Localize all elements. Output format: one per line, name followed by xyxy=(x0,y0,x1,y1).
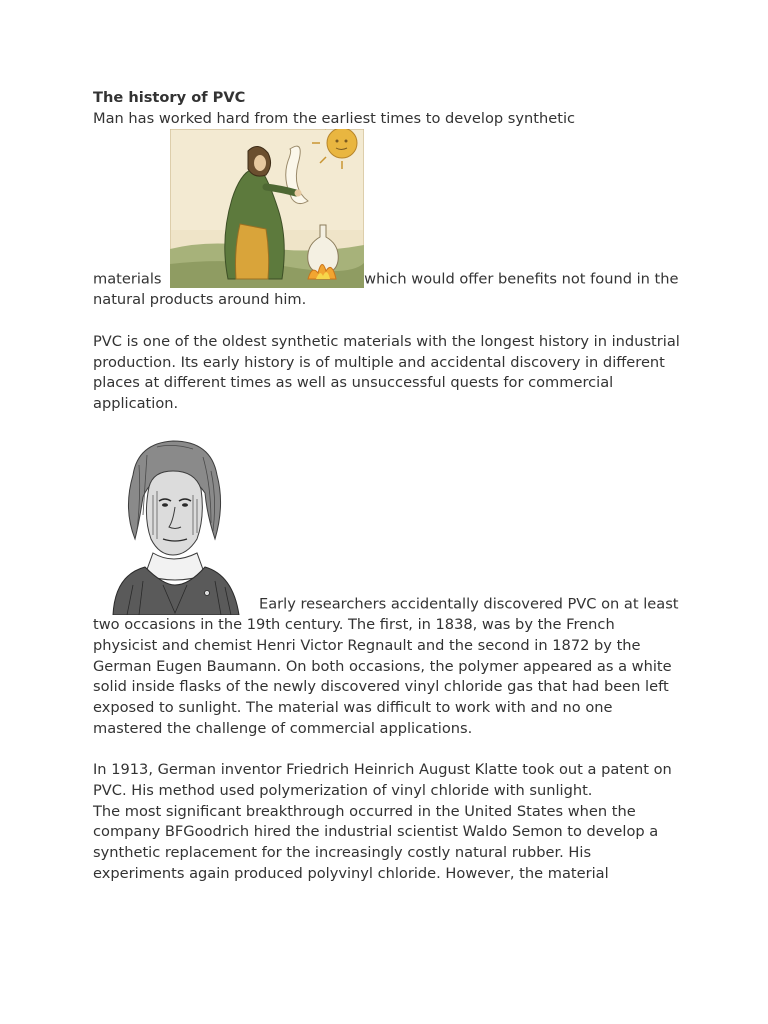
intro-text-after-image: which would offer benefits not found in the natural products around him. xyxy=(93,270,679,309)
paragraph-intro-line: Man has worked hard from the earliest times to develop synthetic xyxy=(93,109,576,127)
intro-text-before-image: materials xyxy=(93,270,167,288)
paragraph-klatte-patent: In 1913, German inventor Friedrich Heinrich August Klatte took out a patent on PVC. His method used polymerization of vinyl chloride with sunlight. xyxy=(93,761,672,799)
paragraph-oldest-synthetic: PVC is one of the oldest synthetic materials with the longest history in industrial production. Its early history is of multiple and accidental discovery in different places at different times as well as unsuccessful quests for commercial application. xyxy=(93,332,680,412)
paragraph-intro xyxy=(93,129,683,311)
alchemist-illustration xyxy=(170,129,364,288)
early-researchers-text: Early researchers accidentally discovered PVC on at least two occasions in the 19th century. The first, in 1838, was by the French physicist and chemist Henri Victor Regnault and the second in 1872 by the German Eugen Baumann. On both occasions, the polymer appeared as a white solid inside flasks of the newly discovered vinyl chloride gas that had been left exposed to sunlight. The material was difficult to work with and no one mastered the challenge of commercial applications. xyxy=(93,595,679,737)
document-title: The history of PVC xyxy=(93,89,246,106)
paragraph-early-researchers xyxy=(93,435,683,739)
paragraph-semon-breakthrough: The most significant breakthrough occurred in the United States when the company BFGoodrich hired the industrial scientist Waldo Semon to develop a synthetic replacement for the increasingly costly natural rubber. His experiments again produced polyvinyl chloride. However, the material xyxy=(93,802,659,882)
portrait-illustration xyxy=(93,435,255,615)
document-body xyxy=(93,88,683,884)
